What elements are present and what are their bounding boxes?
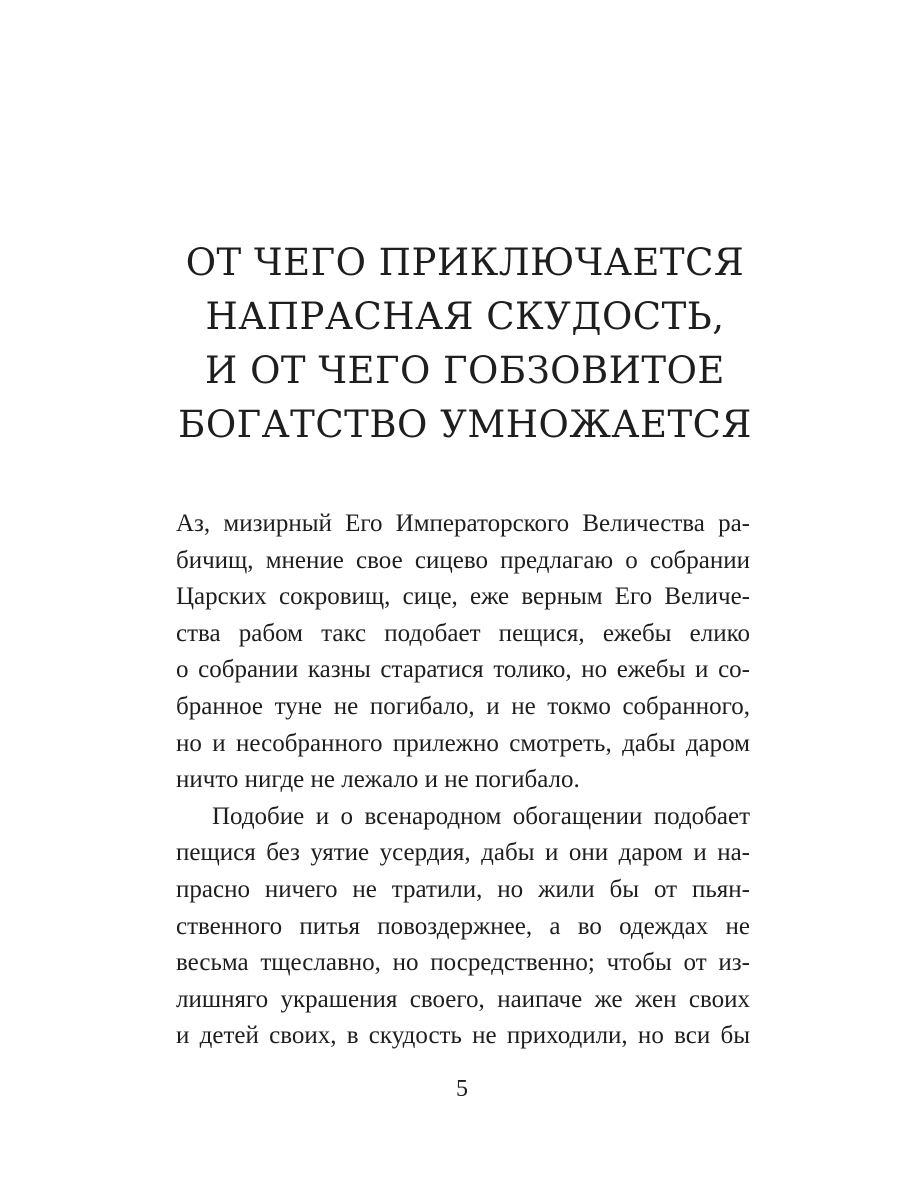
text-line: бичищ, мнение свое сицево предлагаю о собрании: [176, 546, 750, 574]
paragraph-1: [176, 506, 750, 799]
chapter-title-line-3: И ОТ ЧЕГО ГОБЗОВИТОЕ: [205, 349, 725, 392]
page-number: 5: [456, 1076, 468, 1102]
text-line: бранное туне не погибало, и не токмо собранного,: [176, 692, 750, 720]
text-line: весьма тщеславно, но посредственно; чтобы от из-: [176, 949, 750, 977]
text-line: ства рабом такс подобает пещися, ежебы елико: [176, 619, 750, 647]
chapter-title: [120, 236, 810, 452]
text-line: лишняго украшения своего, наипаче же жен своих: [176, 985, 750, 1013]
text-line: пещися без уятие усердия, дабы и они даром и на-: [176, 839, 750, 867]
text-line: и детей своих, в скудость не приходили, но вси бы: [176, 1022, 750, 1050]
text-line: о собрании казны старатися толико, но ежебы и со-: [176, 656, 750, 684]
paragraph-2: [176, 799, 750, 1055]
text-line: Царских сокровищ, сице, еже верным Его Величе-: [176, 583, 750, 611]
body-text: [176, 506, 750, 1055]
text-line: Подобие и о всенародном обогащении подобает: [212, 802, 750, 830]
chapter-title-line-1: ОТ ЧЕГО ПРИКЛЮЧАЕТСЯ: [185, 241, 745, 284]
text-line: ничто нигде не лежало и не погибало.: [176, 766, 580, 794]
chapter-title-line-4: БОГАТСТВО УМНОЖАЕТСЯ: [178, 403, 752, 446]
text-line: но и несобранного прилежно смотреть, дабы даром: [176, 729, 750, 757]
text-line: прасно ничего не тратили, но жили бы от пьян-: [176, 875, 750, 903]
text-line: ственного питья повоздержнее, а во одеждах не: [176, 912, 750, 940]
chapter-title-line-2: НАПРАСНАЯ СКУДОСТЬ,: [205, 295, 725, 338]
text-line: Аз, мизирный Его Императорского Величества ра-: [176, 510, 750, 537]
